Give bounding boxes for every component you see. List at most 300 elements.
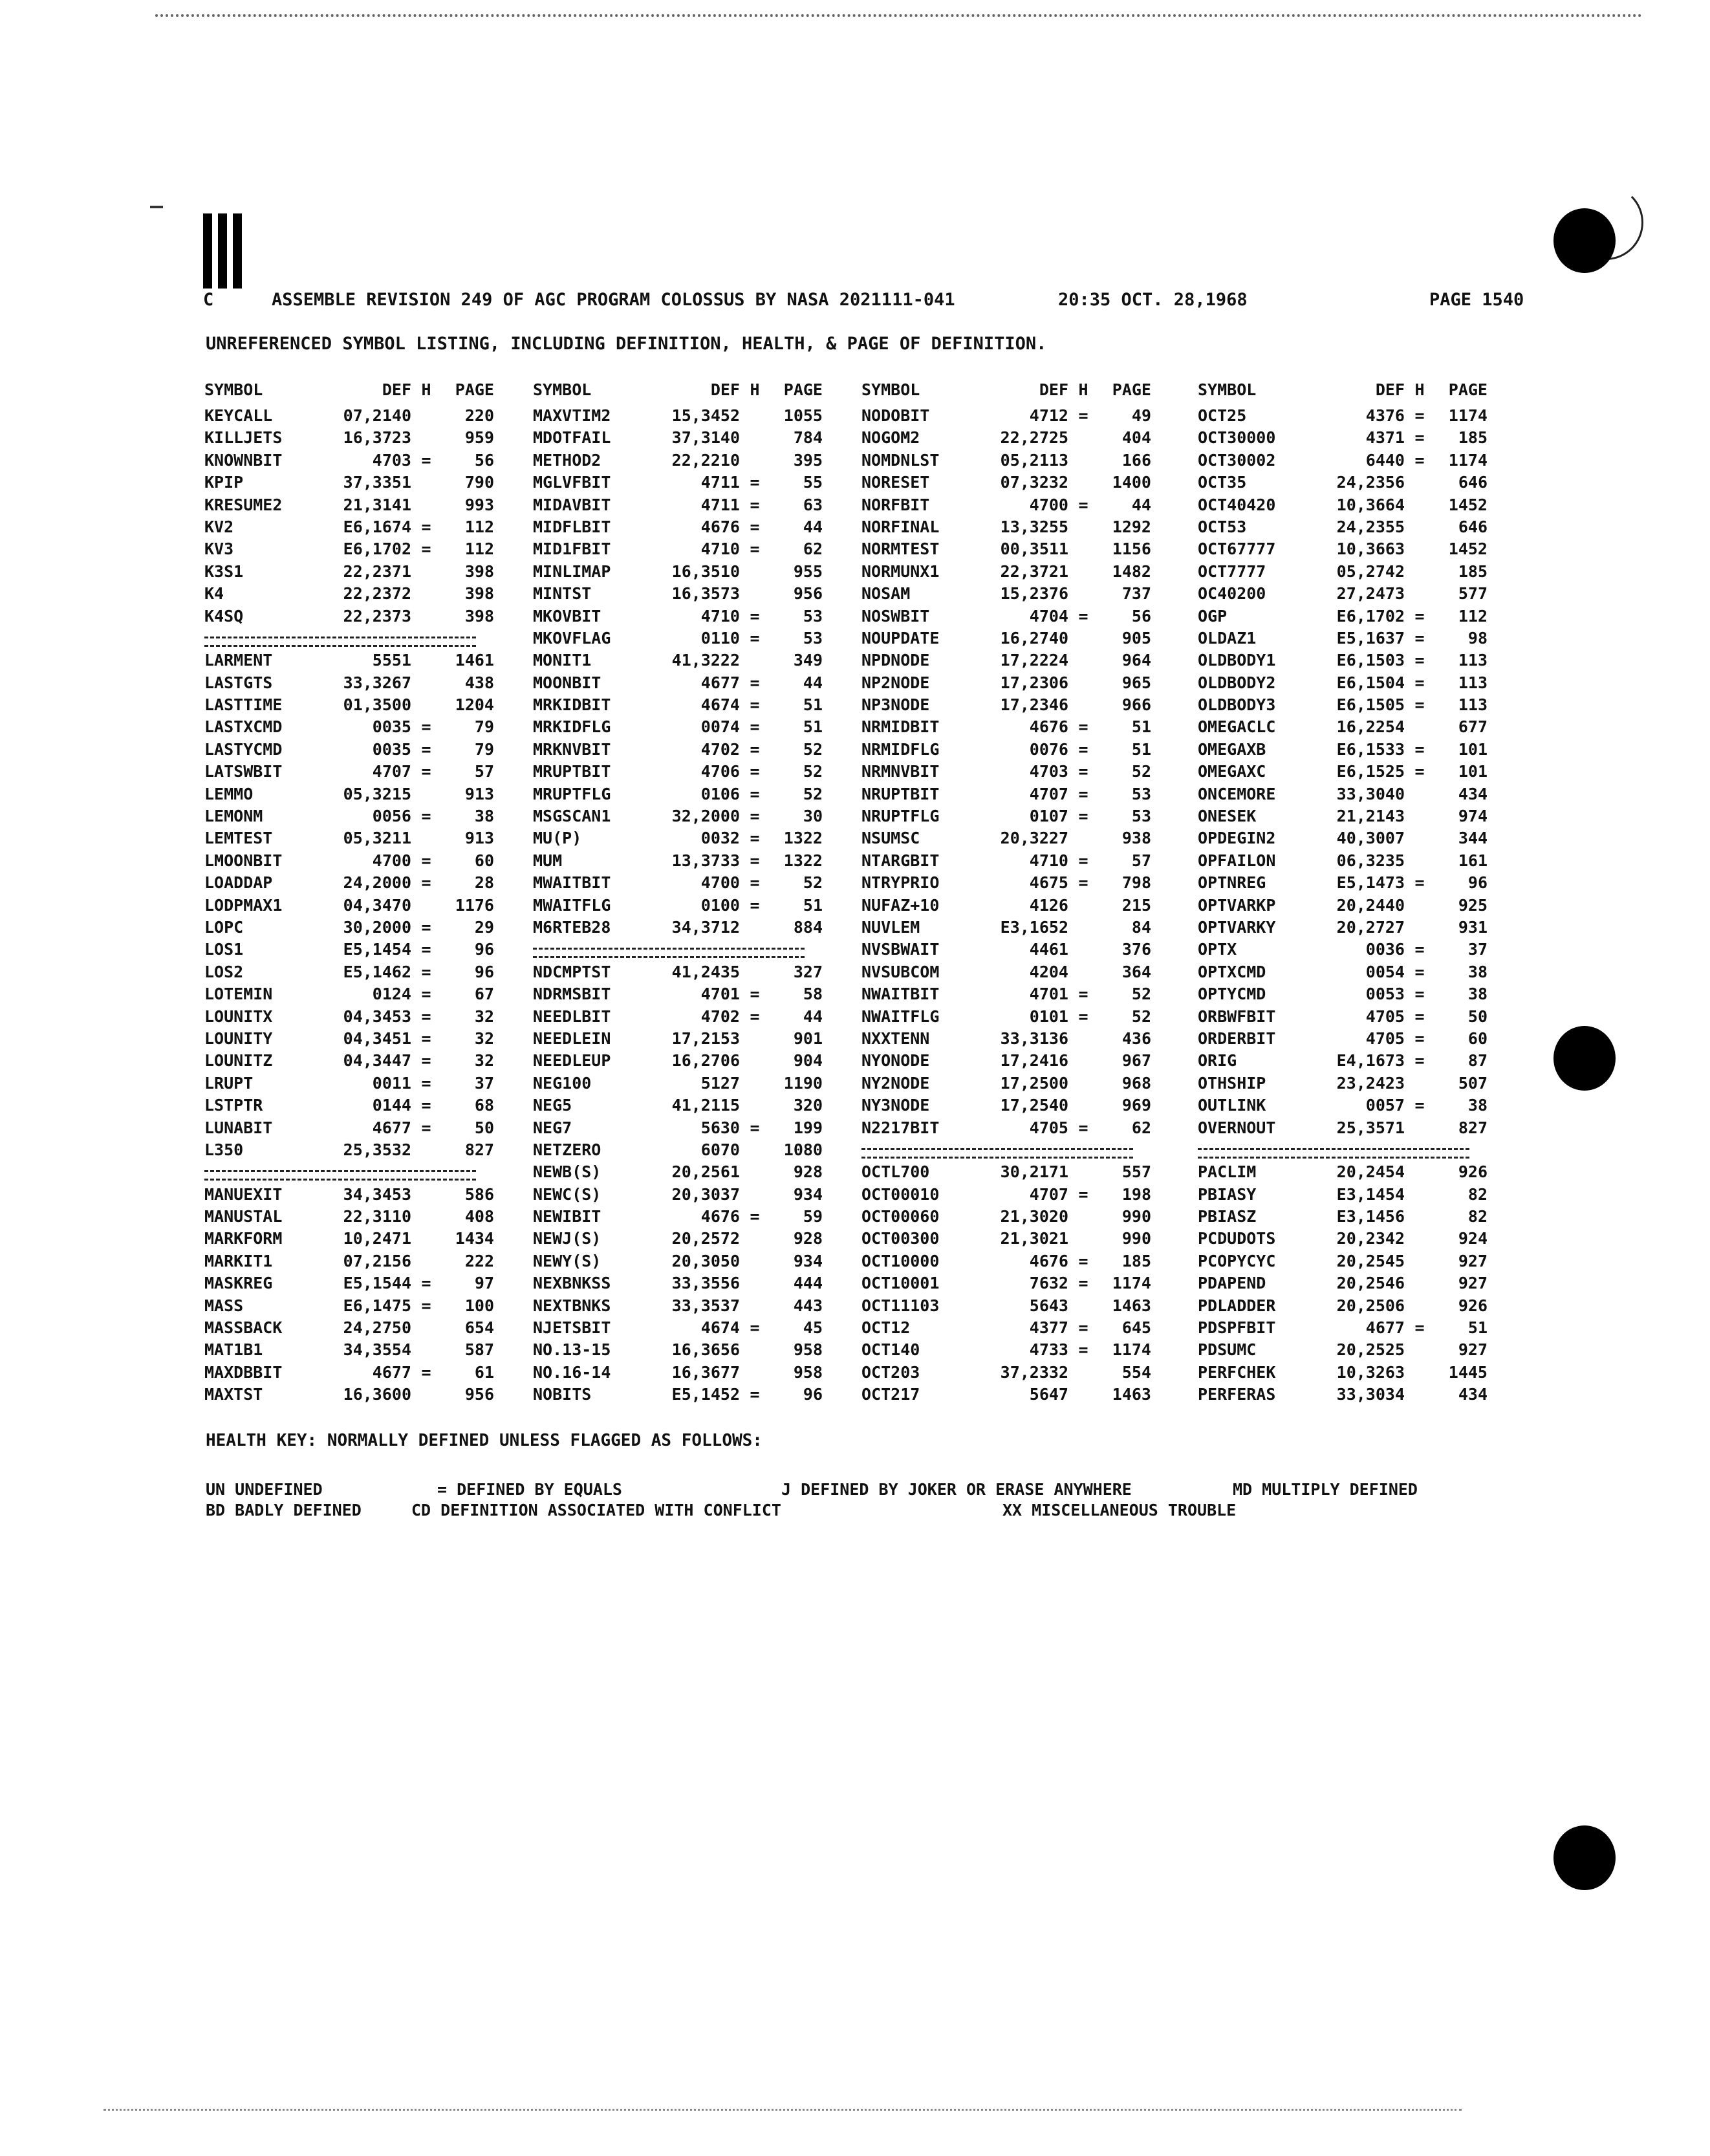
symbol-definition: 4703 — [1029, 762, 1068, 781]
symbol-definition: 0107 — [1029, 807, 1068, 826]
symbol-name: NY2NODE — [861, 1073, 930, 1093]
legend-badly-defined: BD BADLY DEFINED — [206, 1501, 362, 1519]
symbol-row — [861, 562, 1198, 584]
symbol-name: OPTYCMD — [1198, 985, 1266, 1004]
symbol-definition: 17,2500 — [1000, 1073, 1068, 1093]
symbol-row — [861, 1185, 1198, 1207]
symbol-health: = — [421, 1073, 431, 1093]
symbol-definition: 20,2546 — [1336, 1274, 1405, 1293]
symbol-page: 52 — [1131, 762, 1151, 781]
symbol-health: = — [1414, 651, 1425, 670]
symbol-definition: 0057 — [1365, 1096, 1405, 1115]
symbol-definition: 20,2506 — [1336, 1296, 1405, 1315]
symbol-name: NO.13-15 — [533, 1340, 611, 1360]
symbol-definition: 4710 — [700, 606, 740, 626]
symbol-row — [1198, 963, 1534, 985]
symbol-row — [861, 785, 1198, 807]
symbol-definition: 0074 — [700, 717, 740, 737]
symbol-page: 100 — [464, 1296, 494, 1315]
symbol-row — [204, 807, 541, 829]
symbol-row — [533, 1140, 869, 1162]
symbol-definition: 4675 — [1029, 873, 1068, 893]
symbol-row — [204, 1140, 541, 1162]
symbol-page: 67 — [474, 985, 494, 1004]
symbol-health: = — [1414, 762, 1425, 781]
symbol-definition: 20,2561 — [671, 1162, 740, 1182]
symbol-definition: 0011 — [372, 1073, 411, 1093]
symbol-page: 37 — [1467, 940, 1488, 959]
symbol-name: NRMIDBIT — [861, 717, 940, 737]
symbol-definition: 41,3222 — [671, 651, 740, 670]
symbol-page: 956 — [793, 584, 823, 604]
symbol-definition: 4707 — [372, 762, 411, 781]
symbol-name: MRUPTFLG — [533, 784, 611, 803]
symbol-name: PDLADDER — [1198, 1296, 1276, 1315]
symbol-name: OPTNREG — [1198, 873, 1266, 893]
symbol-definition: E6,1504 — [1336, 673, 1405, 692]
symbol-row — [533, 851, 869, 873]
symbol-health: = — [421, 1007, 431, 1026]
symbol-definition: 17,2540 — [1000, 1096, 1068, 1115]
symbol-row — [204, 873, 541, 895]
symbol-column-1 — [204, 376, 541, 1408]
symbol-page: 913 — [464, 784, 494, 803]
symbol-column-2 — [533, 376, 869, 1408]
symbol-health: = — [1414, 1029, 1425, 1048]
header-page: PAGE — [455, 380, 494, 399]
symbol-name: OCT00010 — [861, 1184, 940, 1204]
symbol-row — [533, 629, 869, 651]
symbol-row — [1198, 762, 1534, 784]
symbol-row — [204, 695, 541, 717]
symbol-name: MONIT1 — [533, 651, 592, 670]
symbol-health: = — [1078, 807, 1088, 826]
symbol-page: 925 — [1458, 895, 1488, 915]
symbol-definition: 5127 — [700, 1073, 740, 1093]
symbol-row — [204, 985, 541, 1007]
symbol-name: OPFAILON — [1198, 851, 1276, 870]
symbol-name: NTARGBIT — [861, 851, 940, 870]
symbol-name: OUTLINK — [1198, 1096, 1266, 1115]
symbol-row — [533, 762, 869, 784]
symbol-name: K3S1 — [204, 561, 244, 581]
symbol-name: OTHSHIP — [1198, 1073, 1266, 1093]
symbol-definition: 0101 — [1029, 1007, 1068, 1026]
symbol-name: KPIP — [204, 473, 244, 492]
symbol-definition: 21,3020 — [1000, 1207, 1068, 1226]
symbol-definition: 15,3452 — [671, 406, 740, 425]
symbol-health: = — [750, 517, 760, 536]
symbol-definition: 16,2254 — [1336, 717, 1405, 737]
symbol-definition: E3,1454 — [1336, 1184, 1405, 1204]
symbol-health: = — [750, 673, 760, 692]
symbol-row — [204, 740, 541, 762]
symbol-definition: 30,2171 — [1000, 1162, 1068, 1182]
symbol-page: 1434 — [455, 1229, 494, 1248]
symbol-row — [861, 1029, 1198, 1051]
symbol-row — [533, 428, 869, 450]
symbol-page: 55 — [803, 473, 823, 492]
symbol-definition: 4701 — [1029, 985, 1068, 1004]
symbol-row — [204, 940, 541, 962]
symbol-row — [861, 1096, 1198, 1118]
symbol-health: = — [421, 1296, 431, 1315]
symbol-name: MIDAVBIT — [533, 495, 611, 514]
symbol-definition: E6,1525 — [1336, 762, 1405, 781]
symbol-row — [204, 1229, 541, 1251]
symbol-definition: 5551 — [372, 651, 411, 670]
symbol-health: = — [421, 717, 431, 737]
symbol-row — [533, 1074, 869, 1096]
symbol-page: 398 — [464, 606, 494, 626]
symbol-page: 928 — [793, 1162, 823, 1182]
symbol-name: MAT1B1 — [204, 1340, 263, 1360]
symbol-page: 62 — [803, 539, 823, 559]
symbol-definition: 4371 — [1365, 428, 1405, 448]
symbol-name: NVSUBCOM — [861, 962, 940, 981]
symbol-definition: 4702 — [700, 1007, 740, 1026]
symbol-page: 554 — [1121, 1362, 1151, 1382]
symbol-definition: 0035 — [372, 739, 411, 759]
symbol-row — [1198, 406, 1534, 428]
symbol-definition: 22,2371 — [343, 561, 411, 581]
symbol-page: 161 — [1458, 851, 1488, 870]
symbol-row — [861, 1340, 1198, 1362]
symbol-row — [861, 829, 1198, 851]
symbol-name: LOUNITZ — [204, 1051, 273, 1071]
symbol-definition: 32,2000 — [671, 807, 740, 826]
symbol-row — [533, 1029, 869, 1051]
symbol-page: 38 — [474, 807, 494, 826]
symbol-page: 965 — [1121, 673, 1151, 692]
symbol-page: 1190 — [783, 1073, 823, 1093]
symbol-page: 38 — [1467, 1096, 1488, 1115]
symbol-definition: 4701 — [700, 985, 740, 1004]
symbol-row — [533, 1385, 869, 1407]
symbol-definition: 4733 — [1029, 1340, 1068, 1360]
symbol-name: PBIASY — [1198, 1184, 1257, 1204]
symbol-definition: 16,3677 — [671, 1362, 740, 1382]
symbol-definition: E6,1674 — [343, 517, 411, 536]
symbol-name: NEXTBNKS — [533, 1296, 611, 1315]
symbol-health: = — [750, 1118, 760, 1137]
symbol-name: OCT53 — [1198, 517, 1247, 536]
symbol-row — [1198, 717, 1534, 739]
symbol-name: MASKREG — [204, 1274, 273, 1293]
symbol-name: LOADDAP — [204, 873, 273, 893]
symbol-row — [204, 428, 541, 450]
symbol-definition: 34,3712 — [671, 917, 740, 937]
header-symbol: SYMBOL — [204, 380, 263, 399]
symbol-page: 677 — [1458, 717, 1488, 737]
symbol-health: = — [1414, 940, 1425, 959]
symbol-page: 926 — [1458, 1162, 1488, 1182]
symbol-row — [861, 1274, 1198, 1296]
symbol-definition: 4674 — [700, 1318, 740, 1338]
symbol-row — [861, 740, 1198, 762]
symbol-row — [861, 717, 1198, 739]
symbol-definition: 4707 — [1029, 1184, 1068, 1204]
symbol-page: 395 — [793, 450, 823, 470]
symbol-name: PERFCHEK — [1198, 1362, 1276, 1382]
symbol-definition: 04,3451 — [343, 1029, 411, 1048]
symbol-page: 408 — [464, 1207, 494, 1226]
symbol-health: = — [1414, 628, 1425, 648]
symbol-name: MASSBACK — [204, 1318, 283, 1338]
symbol-row — [204, 829, 541, 851]
symbol-name: OMEGAXC — [1198, 762, 1266, 781]
symbol-row — [204, 607, 541, 629]
symbol-definition: 4677 — [372, 1118, 411, 1137]
symbol-row — [533, 473, 869, 495]
symbol-row — [1198, 896, 1534, 918]
symbol-row — [533, 1118, 869, 1140]
legend-conflict: CD DEFINITION ASSOCIATED WITH CONFLICT — [411, 1501, 781, 1519]
symbol-page: 434 — [1458, 1385, 1488, 1404]
symbol-definition: 16,3656 — [671, 1340, 740, 1360]
symbol-row — [204, 1118, 541, 1140]
symbol-row — [533, 1007, 869, 1029]
legend-equals: = DEFINED BY EQUALS — [437, 1480, 622, 1499]
symbol-health: = — [1414, 962, 1425, 981]
symbol-name: NEWY(S) — [533, 1251, 601, 1270]
symbol-definition: 0053 — [1365, 985, 1405, 1004]
column-header — [204, 376, 541, 406]
symbol-page: 185 — [1458, 428, 1488, 448]
symbol-health: = — [421, 1029, 431, 1048]
column-header — [533, 376, 869, 406]
symbol-row — [1198, 651, 1534, 673]
symbol-name: LOS1 — [204, 940, 244, 959]
symbol-definition: 0106 — [700, 784, 740, 803]
symbol-definition: 0144 — [372, 1096, 411, 1115]
symbol-name: MRKNVBIT — [533, 739, 611, 759]
symbol-definition: E6,1702 — [1336, 606, 1405, 626]
legend-undefined: UN UNDEFINED — [206, 1480, 323, 1499]
symbol-page: 101 — [1458, 762, 1488, 781]
symbol-definition: 4676 — [700, 1207, 740, 1226]
symbol-definition: 41,2435 — [671, 962, 740, 981]
symbol-page: 398 — [464, 561, 494, 581]
symbol-name: NOSAM — [861, 584, 911, 604]
symbol-health: = — [1414, 450, 1425, 470]
symbol-name: MID1FBIT — [533, 539, 611, 559]
symbol-health: = — [750, 829, 760, 848]
symbol-definition: 0110 — [700, 628, 740, 648]
symbol-page: 1174 — [1112, 1340, 1151, 1360]
header-health: H — [1078, 380, 1088, 399]
symbol-row — [1198, 851, 1534, 873]
symbol-row — [533, 807, 869, 829]
symbol-row — [861, 762, 1198, 784]
symbol-definition: 5647 — [1029, 1385, 1068, 1404]
symbol-definition: 16,2740 — [1000, 628, 1068, 648]
symbol-page: 737 — [1121, 584, 1151, 604]
symbol-health: = — [750, 495, 760, 514]
health-key-heading: HEALTH KEY: NORMALLY DEFINED UNLESS FLAGGED AS FOLLOWS: — [206, 1431, 763, 1450]
symbol-definition: 21,2143 — [1336, 807, 1405, 826]
symbol-row — [533, 985, 869, 1007]
symbol-definition: 33,3537 — [671, 1296, 740, 1315]
symbol-page: 51 — [803, 717, 823, 737]
symbol-row — [533, 1274, 869, 1296]
symbol-health: = — [1414, 739, 1425, 759]
symbol-definition: 22,3721 — [1000, 561, 1068, 581]
symbol-definition: 4705 — [1029, 1118, 1068, 1137]
symbol-page: 112 — [1458, 606, 1488, 626]
symbol-definition: 4204 — [1029, 962, 1068, 981]
symbol-row — [204, 473, 541, 495]
symbol-health: = — [1078, 606, 1088, 626]
symbol-definition: 22,3110 — [343, 1207, 411, 1226]
symbol-definition: 01,3500 — [343, 695, 411, 715]
symbol-name: LRUPT — [204, 1073, 254, 1093]
symbol-name: LMOONBIT — [204, 851, 283, 870]
symbol-name: KV2 — [204, 517, 234, 536]
symbol-page: 52 — [803, 784, 823, 803]
symbol-definition: 04,3453 — [343, 1007, 411, 1026]
symbol-row — [533, 1185, 869, 1207]
symbol-definition: 20,3050 — [671, 1251, 740, 1270]
symbol-page: 28 — [474, 873, 494, 893]
symbol-row — [1198, 562, 1534, 584]
symbol-health: = — [750, 895, 760, 915]
symbol-definition: 16,2706 — [671, 1051, 740, 1071]
header-def: DEF — [1039, 380, 1068, 399]
symbol-row — [861, 1229, 1198, 1251]
symbol-row — [204, 963, 541, 985]
symbol-health: = — [1078, 873, 1088, 893]
symbol-health: = — [421, 450, 431, 470]
symbol-definition: 4126 — [1029, 895, 1068, 915]
symbol-page: 1156 — [1112, 539, 1151, 559]
symbol-definition: E5,1454 — [343, 940, 411, 959]
symbol-row — [204, 1340, 541, 1362]
symbol-page: 50 — [474, 1118, 494, 1137]
symbol-definition: 15,2376 — [1000, 584, 1068, 604]
symbol-name: OCT140 — [861, 1340, 920, 1360]
symbol-row — [861, 1162, 1198, 1184]
symbol-definition: 0100 — [700, 895, 740, 915]
symbol-health: = — [421, 762, 431, 781]
symbol-row — [1198, 1029, 1534, 1051]
symbol-row — [1198, 1318, 1534, 1340]
symbol-page: 96 — [474, 940, 494, 959]
symbol-page: 884 — [793, 917, 823, 937]
symbol-page: 84 — [1131, 917, 1151, 937]
symbol-row — [861, 1318, 1198, 1340]
symbol-row — [861, 629, 1198, 651]
symbol-row — [533, 1296, 869, 1318]
symbol-name: LEMTEST — [204, 829, 273, 848]
symbol-page: 30 — [803, 807, 823, 826]
symbol-definition: 4712 — [1029, 406, 1068, 425]
symbol-definition: 24,2750 — [343, 1318, 411, 1338]
legend-joker: J DEFINED BY JOKER OR ERASE ANYWHERE — [781, 1480, 1132, 1499]
symbol-row — [204, 1051, 541, 1073]
symbol-health: = — [750, 695, 760, 715]
symbol-name: NEWJ(S) — [533, 1229, 601, 1248]
symbol-name: MGLVFBIT — [533, 473, 611, 492]
symbol-name: OLDAZ1 — [1198, 628, 1257, 648]
symbol-health: = — [1414, 1096, 1425, 1115]
symbol-page: 53 — [803, 606, 823, 626]
column-header — [1198, 376, 1534, 406]
symbol-health: = — [750, 1385, 760, 1404]
symbol-health: = — [750, 606, 760, 626]
symbol-row — [861, 607, 1198, 629]
symbol-page: 215 — [1121, 895, 1151, 915]
symbol-name: MASS — [204, 1296, 244, 1315]
symbol-row — [204, 1029, 541, 1051]
symbol-row — [1198, 1051, 1534, 1073]
symbol-name: OCT00300 — [861, 1229, 940, 1248]
symbol-page: 934 — [793, 1251, 823, 1270]
symbol-name: LEMONM — [204, 807, 263, 826]
symbol-row — [204, 1318, 541, 1340]
symbol-name: MWAITFLG — [533, 895, 611, 915]
symbol-name: L350 — [204, 1140, 244, 1159]
symbol-name: MARKIT1 — [204, 1251, 273, 1270]
symbol-page: 68 — [474, 1096, 494, 1115]
symbol-health: = — [1078, 784, 1088, 803]
symbol-name: NORFINAL — [861, 517, 940, 536]
symbol-name: OCT00060 — [861, 1207, 940, 1226]
symbol-row — [1198, 428, 1534, 450]
symbol-row — [1198, 1385, 1534, 1407]
symbol-page: 53 — [1131, 784, 1151, 803]
header-title: ASSEMBLE REVISION 249 OF AGC PROGRAM COLOSSUS BY NASA 2021111-041 — [272, 290, 955, 310]
header-page: PAGE — [783, 380, 823, 399]
symbol-definition: 00,3511 — [1000, 539, 1068, 559]
section-separator — [204, 629, 541, 651]
symbol-name: NEEDLBIT — [533, 1007, 611, 1026]
symbol-row — [1198, 539, 1534, 561]
symbol-definition: 34,3554 — [343, 1340, 411, 1360]
symbol-health: = — [750, 717, 760, 737]
symbol-name: MINTST — [533, 584, 592, 604]
symbol-page: 51 — [803, 695, 823, 715]
section-separator — [533, 940, 869, 962]
symbol-health: = — [750, 739, 760, 759]
symbol-page: 344 — [1458, 829, 1488, 848]
symbol-page: 52 — [1131, 985, 1151, 1004]
symbol-row — [861, 473, 1198, 495]
symbol-page: 1174 — [1448, 406, 1488, 425]
symbol-row — [204, 1185, 541, 1207]
symbol-row — [533, 717, 869, 739]
symbol-row — [204, 1296, 541, 1318]
symbol-page: 1445 — [1448, 1362, 1488, 1382]
section-separator — [1198, 1140, 1534, 1162]
symbol-name: OCT40420 — [1198, 495, 1276, 514]
symbol-name: OGP — [1198, 606, 1228, 626]
symbol-health: = — [750, 807, 760, 826]
symbol-page: 45 — [803, 1318, 823, 1338]
symbol-definition: 0076 — [1029, 739, 1068, 759]
symbol-page: 1322 — [783, 851, 823, 870]
symbol-definition: 4710 — [700, 539, 740, 559]
symbol-definition: E5,1637 — [1336, 628, 1405, 648]
symbol-page: 928 — [793, 1229, 823, 1248]
symbol-name: NOMDNLST — [861, 450, 940, 470]
symbol-page: 1322 — [783, 829, 823, 848]
symbol-health: = — [421, 962, 431, 981]
symbol-page: 1461 — [455, 651, 494, 670]
symbol-page: 1452 — [1448, 539, 1488, 559]
symbol-page: 990 — [1121, 1207, 1151, 1226]
symbol-definition: 4711 — [700, 495, 740, 514]
